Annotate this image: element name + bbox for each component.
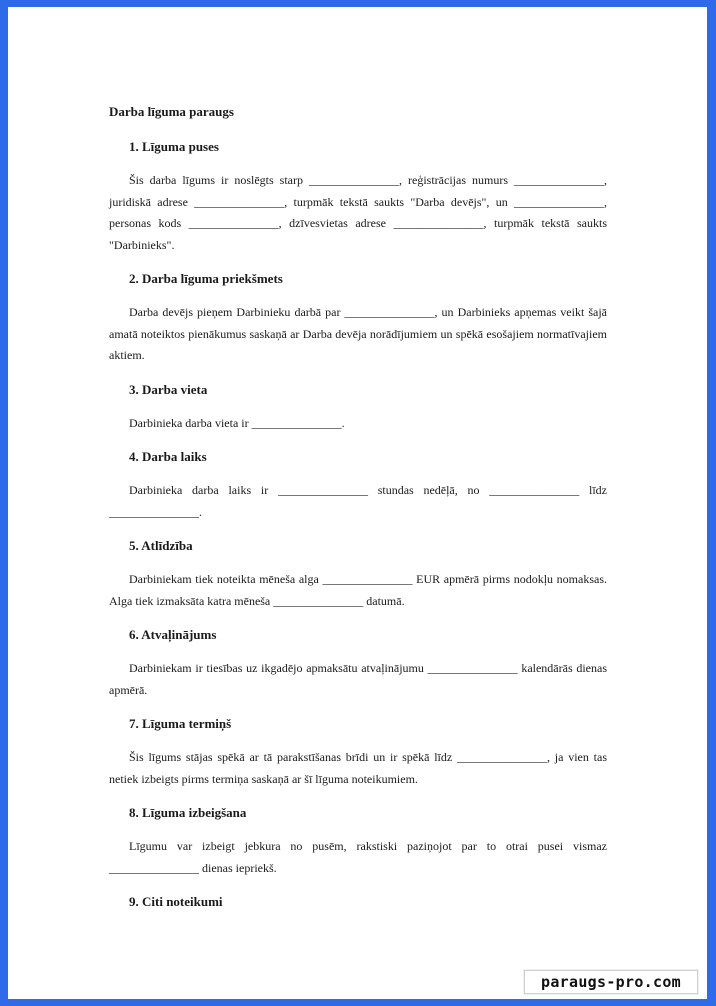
document-title: Darba līguma paraugs <box>109 104 234 119</box>
section-heading: 2. Darba līguma priekšmets <box>129 271 283 286</box>
section-heading: 9. Citi noteikumi <box>129 894 223 909</box>
document-content <box>109 101 607 925</box>
section-text: Šis darba līgums ir noslēgts starp _______________, reģistrācijas numurs _______________, juridiskā adrese _______________, turpmāk tekstā saukts "Darba devējs", un _______________, personas kods _______________, dzīvesvietas adrese _______________, turpmāk tekstā saukts "Darbinieks". <box>109 173 607 252</box>
section-heading: 5. Atlīdzība <box>129 538 193 553</box>
section-termination <box>109 802 607 879</box>
section-vacation <box>109 624 607 701</box>
section-heading: 1. Līguma puses <box>129 139 219 154</box>
section-remuneration <box>109 535 607 612</box>
watermark-badge: paraugs-pro.com <box>524 970 698 994</box>
section-text: Darbiniekam tiek noteikta mēneša alga _______________ EUR apmērā pirms nodokļu nomaksas. Alga tiek izmaksāta katra mēneša _______________ datumā. <box>109 572 607 608</box>
document-page <box>8 7 707 999</box>
section-other-terms <box>109 891 607 913</box>
section-parties <box>109 136 607 256</box>
section-text: Šis līgums stājas spēkā ar tā parakstīšanas brīdi un ir spēkā līdz _______________, ja vien tas netiek izbeigts pirms termiņa saskaņā ar šī līguma noteikumiem. <box>109 750 607 786</box>
section-text: Darbinieka darba laiks ir _______________ stundas nedēļā, no _______________ līdz _______________. <box>109 483 607 519</box>
section-text: Darba devējs pieņem Darbinieku darbā par _______________, un Darbinieks apņemas veikt šajā amatā noteiktos pienākumus saskaņā ar Darba devēja norādījumiem un spēkā esošajiem normatīvajiem aktiem. <box>109 305 607 362</box>
section-heading: 8. Līguma izbeigšana <box>129 805 247 820</box>
section-heading: 3. Darba vieta <box>129 381 208 397</box>
section-heading: 4. Darba laiks <box>129 449 207 464</box>
section-workplace <box>109 379 607 435</box>
section-text: Darbinieka darba vieta ir _______________. <box>129 415 345 430</box>
section-subject <box>109 268 607 367</box>
section-heading: 7. Līguma termiņš <box>129 716 232 731</box>
section-working-hours <box>109 446 607 523</box>
section-text: Darbiniekam ir tiesības uz ikgadējo apmaksātu atvaļinājumu _______________ kalendārās dienas apmērā. <box>109 661 607 697</box>
section-term <box>109 713 607 790</box>
section-heading: 6. Atvaļinājums <box>129 627 217 642</box>
section-text: Līgumu var izbeigt jebkura no pusēm, rakstiski paziņojot par to otrai pusei vismaz _______________ dienas iepriekš. <box>109 839 607 875</box>
